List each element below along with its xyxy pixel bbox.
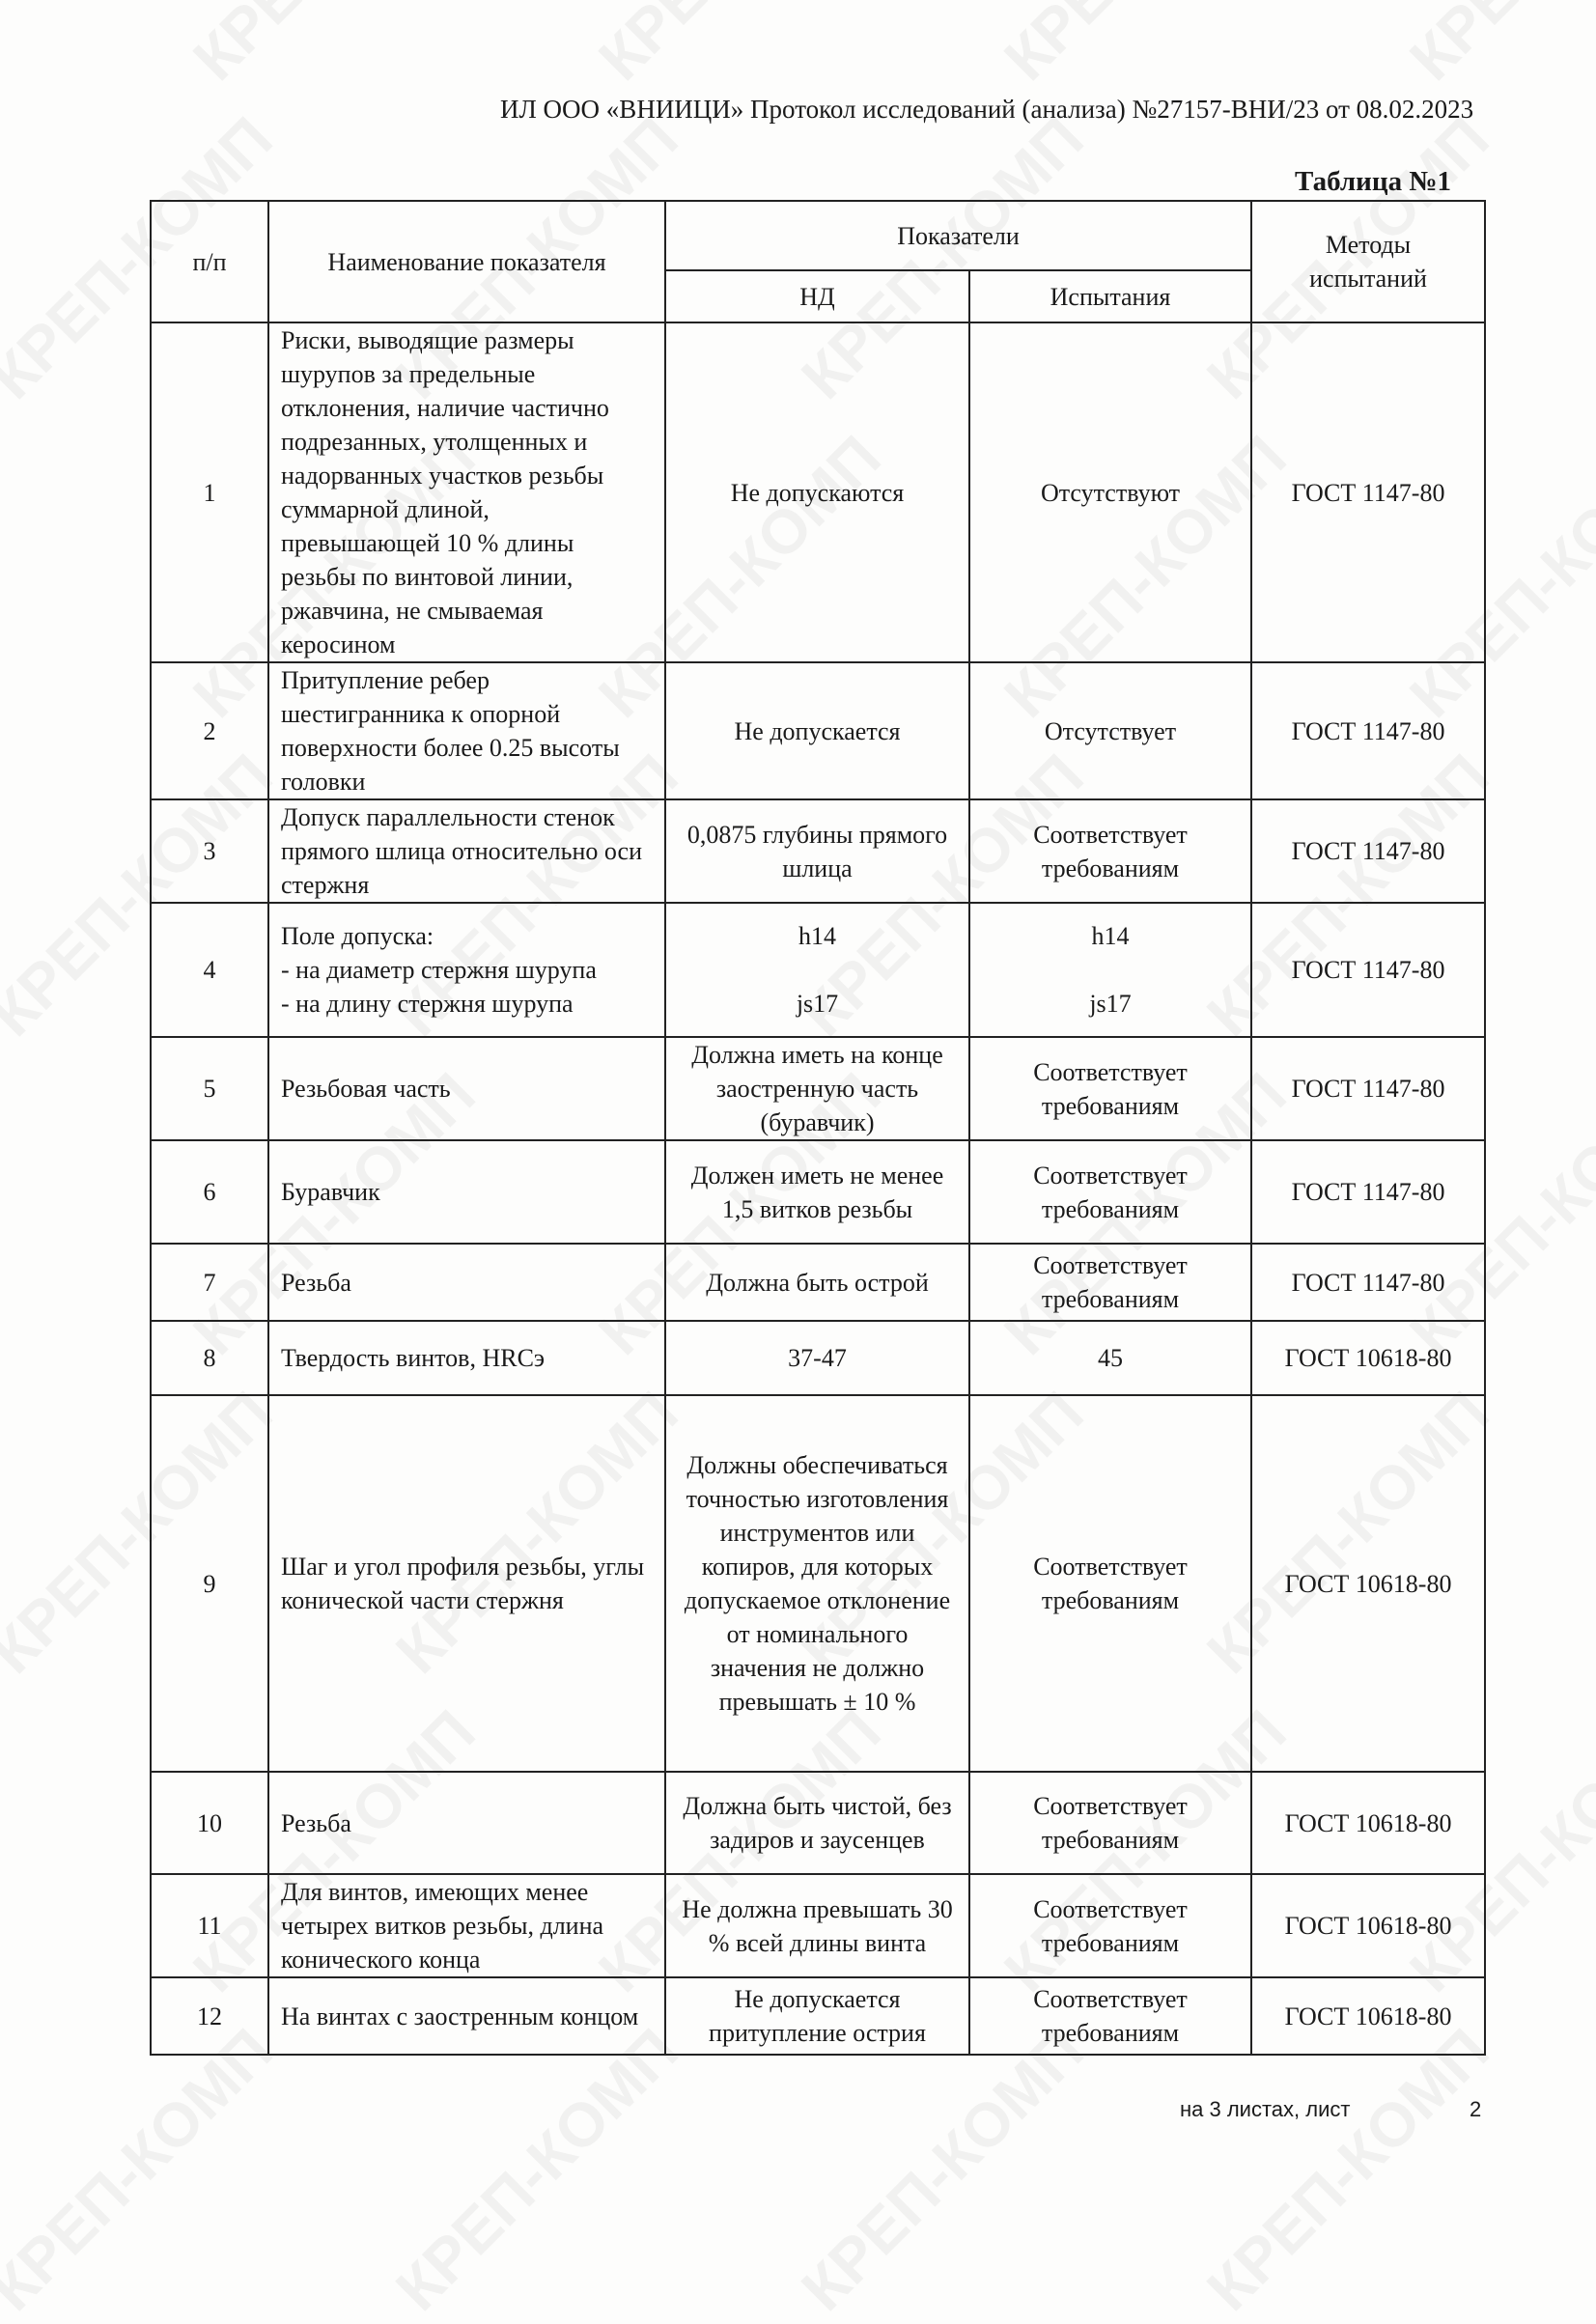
row-nd: 37-47	[665, 1321, 969, 1395]
row-nd: Должна быть чистой, без задиров и заусенцев	[665, 1772, 969, 1874]
table-row	[151, 1244, 1485, 1321]
table-title: Таблица №1	[1295, 166, 1451, 197]
watermark	[1396, 0, 1596, 94]
row-name: Буравчик	[268, 1140, 665, 1244]
row-num: 11	[151, 1874, 268, 1977]
header-num: п/п	[151, 201, 268, 322]
row-name: Резьба	[268, 1772, 665, 1874]
header-test: Испытания	[969, 270, 1251, 322]
row-name: Резьба	[268, 1244, 665, 1321]
row-test: Отсутствует	[969, 662, 1251, 799]
row-test: Отсутствуют	[969, 322, 1251, 662]
row-method: ГОСТ 1147-80	[1251, 662, 1485, 799]
table-row	[151, 799, 1485, 903]
row-test: Соответствует требованиям	[969, 1772, 1251, 1874]
row-name: Шаг и угол профиля резьбы, углы конической части стержня	[268, 1395, 665, 1772]
row-num: 10	[151, 1772, 268, 1874]
watermark	[991, 0, 1301, 94]
watermark	[0, 2015, 287, 2324]
table-row	[151, 1977, 1485, 2055]
table-row	[151, 1874, 1485, 1977]
table-row	[151, 662, 1485, 799]
row-nd: Не допускается притупление острия	[665, 1977, 969, 2055]
table-row	[151, 1395, 1485, 1772]
row-method: ГОСТ 1147-80	[1251, 1244, 1485, 1321]
row-method: ГОСТ 10618-80	[1251, 1395, 1485, 1772]
header-methods: Методы испытаний	[1251, 201, 1485, 322]
row-test: h14 js17	[969, 903, 1251, 1037]
row-method: ГОСТ 10618-80	[1251, 1772, 1485, 1874]
row-name: Допуск параллельности стенок прямого шлица относительно оси стержня	[268, 799, 665, 903]
watermark	[585, 0, 895, 94]
row-test: Соответствует требованиям	[969, 1977, 1251, 2055]
row-nd: Должен иметь не менее 1,5 витков резьбы	[665, 1140, 969, 1244]
table-row	[151, 1037, 1485, 1140]
watermark	[180, 0, 490, 94]
row-nd: Не допускается	[665, 662, 969, 799]
row-num: 7	[151, 1244, 268, 1321]
row-num: 6	[151, 1140, 268, 1244]
row-num: 12	[151, 1977, 268, 2055]
row-method: ГОСТ 1147-80	[1251, 799, 1485, 903]
row-method: ГОСТ 1147-80	[1251, 322, 1485, 662]
table-row	[151, 903, 1485, 1037]
watermark	[0, 0, 84, 94]
row-nd: Должна иметь на конце заостренную часть (буравчик)	[665, 1037, 969, 1140]
row-test: Соответствует требованиям	[969, 1874, 1251, 1977]
row-nd: 0,0875 глубины прямого шлица	[665, 799, 969, 903]
row-nd: Должны обеспечиваться точностью изготовления инструментов или копиров, для которых допускаемое отклонение от номинального значения не должно превышать ± 10 %	[665, 1395, 969, 1772]
row-num: 1	[151, 322, 268, 662]
row-nd: Не должна превышать 30 % всей длины винта	[665, 1874, 969, 1977]
row-num: 9	[151, 1395, 268, 1772]
row-num: 2	[151, 662, 268, 799]
row-method: ГОСТ 10618-80	[1251, 1977, 1485, 2055]
row-test: 45	[969, 1321, 1251, 1395]
header-indicators: Показатели	[665, 201, 1251, 270]
row-test: Соответствует требованиям	[969, 1140, 1251, 1244]
row-test: Соответствует требованиям	[969, 1395, 1251, 1772]
row-name: Притупление ребер шестигранника к опорной поверхности более 0.25 высоты головки	[268, 662, 665, 799]
row-num: 3	[151, 799, 268, 903]
table-row	[151, 322, 1485, 662]
row-test: Соответствует требованиям	[969, 1244, 1251, 1321]
row-name: На винтах с заостренным концом	[268, 1977, 665, 2055]
row-test: Соответствует требованиям	[969, 1037, 1251, 1140]
row-nd: Не допускаются	[665, 322, 969, 662]
row-method: ГОСТ 10618-80	[1251, 1874, 1485, 1977]
header-name: Наименование показателя	[268, 201, 665, 322]
table-row	[151, 1321, 1485, 1395]
row-name: Твердость винтов, HRCэ	[268, 1321, 665, 1395]
row-method: ГОСТ 1147-80	[1251, 1037, 1485, 1140]
row-test: Соответствует требованиям	[969, 799, 1251, 903]
row-name: Для винтов, имеющих менее четырех витков резьбы, длина конического конца	[268, 1874, 665, 1977]
table-row	[151, 1772, 1485, 1874]
row-num: 5	[151, 1037, 268, 1140]
row-num: 4	[151, 903, 268, 1037]
row-nd: h14 js17	[665, 903, 969, 1037]
row-name: Поле допуска: - на диаметр стержня шурупа - на длину стержня шурупа	[268, 903, 665, 1037]
row-name: Резьбовая часть	[268, 1037, 665, 1140]
watermark	[382, 2015, 692, 2324]
row-nd: Должна быть острой	[665, 1244, 969, 1321]
row-method: ГОСТ 1147-80	[1251, 1140, 1485, 1244]
page-number: 2	[1470, 2097, 1482, 2121]
row-method: ГОСТ 1147-80	[1251, 903, 1485, 1037]
row-num: 8	[151, 1321, 268, 1395]
header-nd: НД	[665, 270, 969, 322]
document-header: ИЛ ООО «ВНИИЦИ» Протокол исследований (анализа) №27157-ВНИ/23 от 08.02.2023	[500, 95, 1474, 124]
page-footer: на 3 листах, лист	[1180, 2097, 1351, 2121]
watermark	[1193, 2015, 1503, 2324]
watermark	[788, 2015, 1098, 2324]
table-row	[151, 1140, 1485, 1244]
row-name: Риски, выводящие размеры шурупов за предельные отклонения, наличие частично подрезанных, утолщенных и надорванных участков резьбы суммарной длиной, превышающей 10 % длины резьбы по винтовой линии, ржавчина, не смываемая керосином	[268, 322, 665, 662]
results-table	[150, 200, 1486, 2056]
row-method: ГОСТ 10618-80	[1251, 1321, 1485, 1395]
